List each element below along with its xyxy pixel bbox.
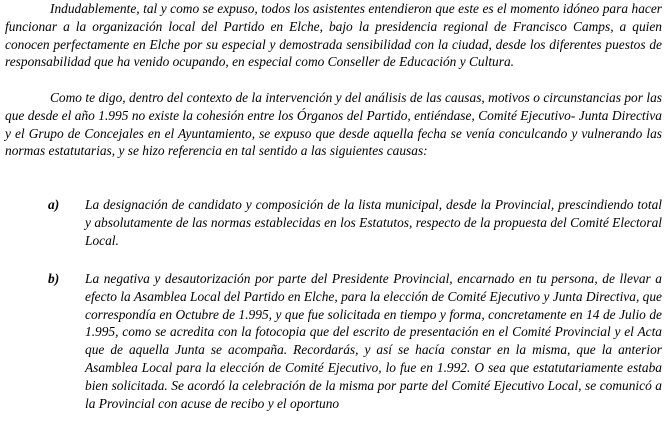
paragraph-2-text: Como te digo, dentro del contexto de la intervención y del análisis de las causas, motivos o circunstancias por las que desde el año 1.995 no existe la cohesión entre los Órganos del Partido, entiéndase, Comité Ejecutivo- Junta Directiva y el Grupo de Concejales en el Ayuntamiento, se expuso que desde aquella fecha se venía conculcando y vulnerando las normas estatutarias, y se hizo referencia en tal sentido a las siguientes causas:	[5, 90, 662, 159]
list-item-text: La negativa y desautorización por parte del Presidente Provincial, encarnado en tu persona, de llevar a efecto la Asamblea Local del Partido en Elche, para la elección de Comité Ejecutivo y Junta Directiva, que correspondía en Octubre de 1.995, y que fue solicitada en tiempo y forma, concretamente en 14 de Julio de 1.995, como se acredita con la fotocopia que del escrito de presentación en el Comité Provincial y el Acta que de aquella Junta se acompaña. Recordarás, y así se hacía constar en la misma, que la anterior Asamblea Local para la elección de Comité Ejecutivo, lo fue en 1.992. O sea que estatutariamente estaba bien solicitada. Se acordó la celebración de la misma por parte del Comité Ejecutivo Local, se comunicó a la Provincial con acuse de recibo y el oportuno	[85, 271, 662, 411]
list-item-b	[48, 270, 662, 412]
list-item-label: b)	[48, 271, 60, 286]
paragraph-2	[5, 89, 662, 160]
list-item-text: La designación de candidato y composición de la lista municipal, desde la Provincial, prescindiendo total y absolutamente de las normas establecidas en los Estatutos, respecto de la propuesta del Comité Electoral Local.	[85, 197, 662, 248]
paragraph-1-text: Indudablemente, tal y como se expuso, todos los asistentes entendieron que este es el momento idóneo para hacer funcionar a la organización local del Partido en Elche, bajo la presidencia regional de Francisco Camps, a quien conocen perfectamente en Elche por su especial y demostrada sensibilidad con la ciudad, desde los diferentes puestos de responsabilidad que ha venido ocupando, en especial como Conseller de Educación y Cultura.	[5, 1, 662, 70]
paragraph-1	[5, 0, 662, 71]
list-item-a	[48, 196, 662, 249]
list-item-label: a)	[48, 197, 60, 212]
